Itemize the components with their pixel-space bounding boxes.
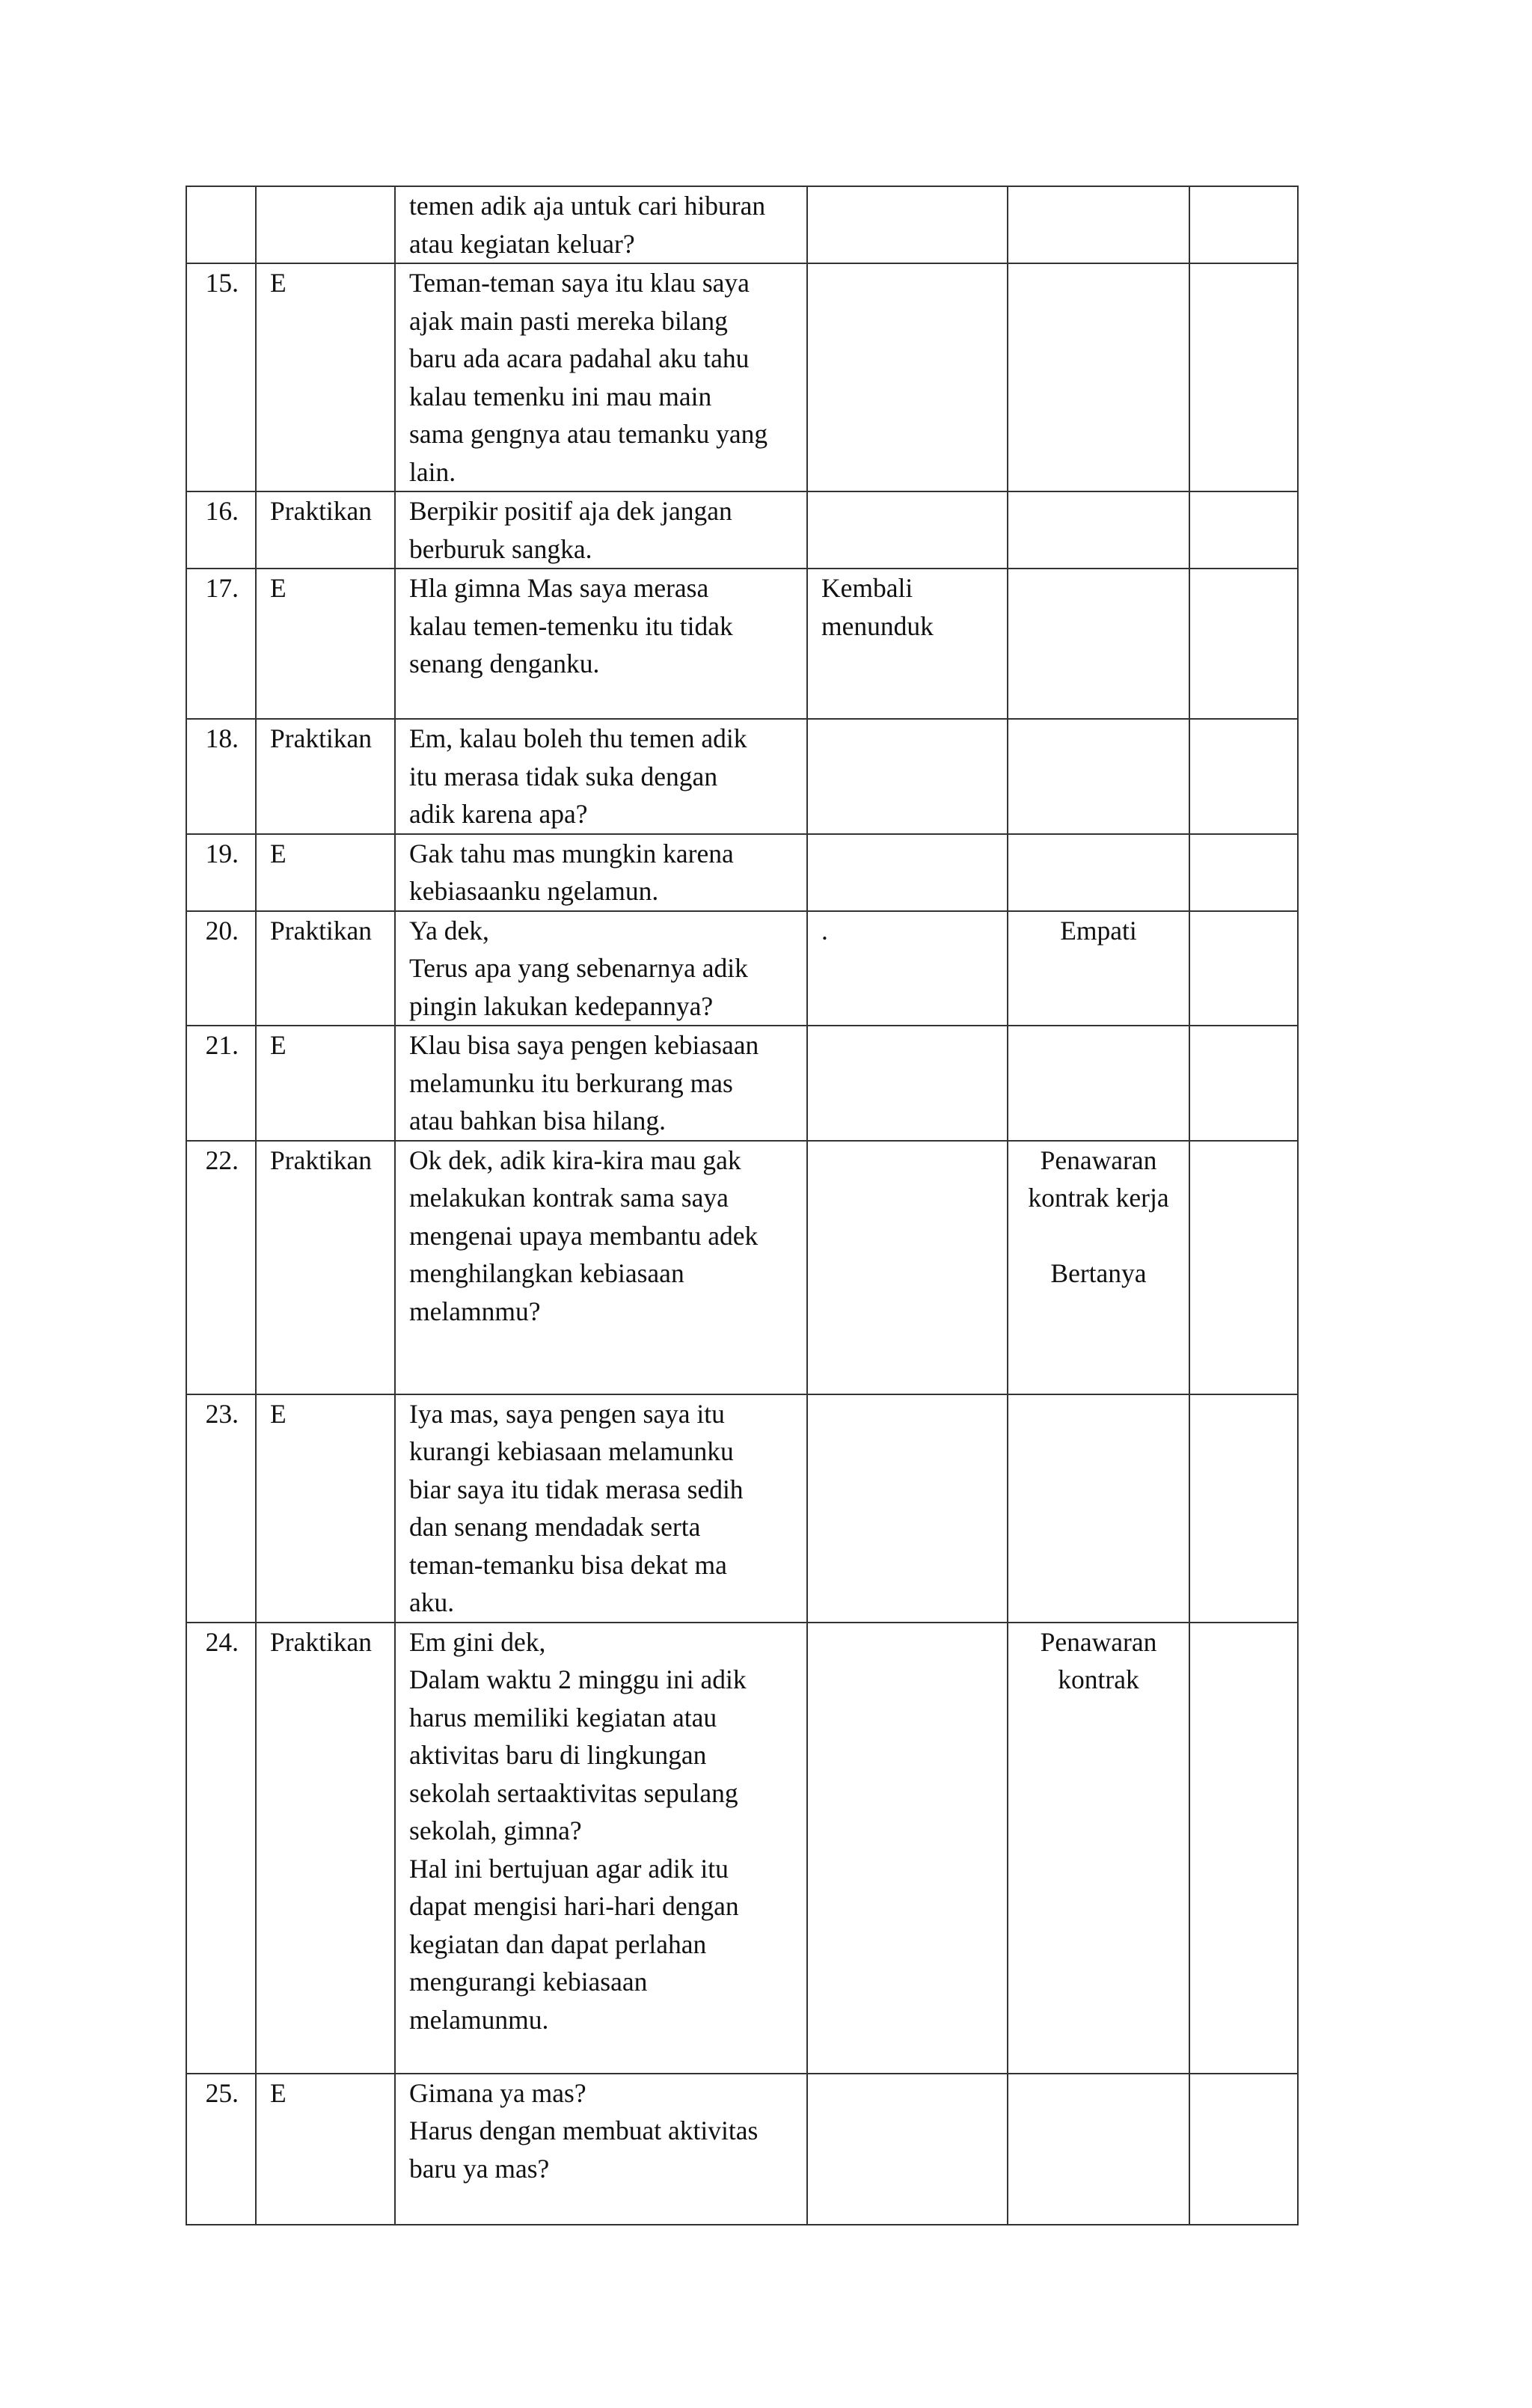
extra-cell [1189, 1394, 1298, 1623]
table-row [186, 911, 1298, 1026]
observation-cell [807, 911, 1008, 1026]
speaker-cell [256, 1141, 395, 1394]
cell-line: Klau bisa saya pengen kebiasaan [409, 1030, 759, 1060]
table-row [186, 1394, 1298, 1623]
extra-cell [1189, 911, 1298, 1026]
cell-line: menghilangkan kebiasaan [409, 1258, 684, 1288]
dialogue-cell [395, 263, 807, 491]
technique-cell [1008, 263, 1189, 491]
cell-line: sekolah sertaaktivitas sepulang [409, 1777, 738, 1808]
row-number-cell [186, 834, 256, 911]
dialogue-cell [395, 186, 807, 263]
cell-line: biar saya itu tidak merasa sedih [409, 1474, 744, 1504]
speaker-cell [256, 569, 395, 719]
cell-line: baru ada acara padahal aku tahu [409, 343, 750, 373]
cell-text: Praktikan [270, 723, 373, 753]
speaker-cell [256, 1623, 395, 2074]
dialogue-cell [395, 1026, 807, 1141]
extra-cell [1189, 834, 1298, 911]
cell-text: 19. [205, 838, 239, 868]
row-number-cell [186, 1141, 256, 1394]
cell-text: Praktikan [270, 496, 373, 526]
technique-cell [1008, 834, 1189, 911]
extra-cell [1189, 263, 1298, 491]
technique-cell [1008, 911, 1189, 1026]
cell-line: Ya dek, [409, 915, 489, 946]
cell-line: melamunmu. [409, 2004, 549, 2035]
table-row [186, 1623, 1298, 2074]
speaker-cell [256, 2074, 395, 2225]
cell-line: Harus dengan membuat aktivitas [409, 2116, 759, 2145]
extra-cell [1189, 186, 1298, 263]
technique-cell [1008, 1623, 1189, 2074]
speaker-cell [256, 263, 395, 491]
cell-line: temen adik aja untuk cari hiburan [409, 191, 766, 221]
row-number-cell [186, 2074, 256, 2225]
table-row [186, 2074, 1298, 2225]
cell-text: E [270, 268, 287, 298]
cell-line: kontrak kerja [1028, 1183, 1169, 1213]
cell-line: menunduk [821, 610, 934, 641]
observation-cell [807, 186, 1008, 263]
cell-line: Gimana ya mas? [409, 2077, 586, 2108]
cell-line: sama gengnya atau temanku yang [409, 419, 768, 449]
row-number-cell [186, 1394, 256, 1623]
cell-text: 16. [205, 496, 239, 526]
speaker-cell [256, 911, 395, 1026]
cell-text: E [270, 573, 287, 603]
row-number-cell [186, 1026, 256, 1141]
cell-line: melamunku itu berkurang mas [409, 1067, 733, 1098]
cell-line: senang denganku. [409, 649, 600, 678]
table-row [186, 186, 1298, 263]
cell-line: kegiatan dan dapat perlahan [409, 1928, 707, 1959]
cell-line: adik karena apa? [409, 799, 588, 829]
observation-cell [807, 1394, 1008, 1623]
row-number-cell [186, 911, 256, 1026]
cell-line: . [821, 915, 828, 946]
speaker-cell [256, 1026, 395, 1141]
observation-cell [807, 1623, 1008, 2074]
cell-line: ajak main pasti mereka bilang [409, 305, 728, 336]
dialogue-cell [395, 719, 807, 834]
cell-line: aktivitas baru di lingkungan [409, 1740, 707, 1770]
cell-line: melamnmu? [409, 1296, 541, 1326]
cell-line: Kembali [821, 573, 913, 603]
observation-cell [807, 491, 1008, 569]
speaker-cell [256, 719, 395, 834]
observation-cell [807, 263, 1008, 491]
table-row [186, 263, 1298, 491]
dialogue-cell [395, 911, 807, 1026]
speaker-cell [256, 834, 395, 911]
cell-line: harus memiliki kegiatan atau [409, 1702, 717, 1733]
cell-line: atau bahkan bisa hilang. [409, 1106, 667, 1136]
cell-line: itu merasa tidak suka dengan [409, 761, 718, 791]
extra-cell [1189, 719, 1298, 834]
row-number-cell [186, 569, 256, 719]
cell-text: Praktikan [270, 1145, 373, 1175]
cell-text: 18. [205, 723, 239, 753]
cell-text: 23. [205, 1398, 239, 1429]
extra-cell [1189, 491, 1298, 569]
cell-line: pingin lakukan kedepannya? [409, 990, 714, 1021]
cell-text: Praktikan [270, 915, 373, 946]
table-row [186, 834, 1298, 911]
observation-cell [807, 719, 1008, 834]
technique-cell [1008, 186, 1189, 263]
cell-line: Gak tahu mas mungkin karena [409, 838, 734, 868]
row-number-cell [186, 491, 256, 569]
speaker-cell [256, 1394, 395, 1623]
row-number-cell [186, 186, 256, 263]
cell-line: Ok dek, adik kira-kira mau gak [409, 1145, 741, 1175]
dialogue-cell [395, 834, 807, 911]
cell-line: teman-temanku bisa dekat ma [409, 1549, 727, 1580]
extra-cell [1189, 1623, 1298, 2074]
technique-cell [1008, 491, 1189, 569]
observation-cell [807, 1026, 1008, 1141]
speaker-cell [256, 491, 395, 569]
cell-text: 21. [205, 1030, 239, 1060]
cell-line: Berpikir positif aja dek jangan [409, 496, 732, 526]
cell-line: sekolah, gimna? [409, 1816, 582, 1845]
cell-line: Em, kalau boleh thu temen adik [409, 723, 747, 753]
cell-line: kalau temenku ini mau main [409, 381, 712, 411]
cell-text: 17. [205, 573, 239, 603]
observation-cell [807, 569, 1008, 719]
cell-text: E [270, 1030, 287, 1060]
dialogue-cell [395, 2074, 807, 2225]
table-row [186, 569, 1298, 719]
cell-line: Hal ini bertujuan agar adik itu [409, 1853, 729, 1884]
observation-cell [807, 834, 1008, 911]
cell-line: dan senang mendadak serta [409, 1512, 701, 1542]
extra-cell [1189, 2074, 1298, 2225]
table-row [186, 1026, 1298, 1141]
technique-cell [1008, 569, 1189, 719]
cell-line: kebiasaanku ngelamun. [409, 876, 659, 906]
cell-line: Iya mas, saya pengen saya itu [409, 1398, 725, 1429]
cell-text: 15. [205, 268, 239, 298]
cell-line: dapat mengisi hari-hari dengan [409, 1891, 739, 1921]
cell-line: kurangi kebiasaan melamunku [409, 1436, 734, 1466]
cell-line: lain. [409, 456, 456, 487]
cell-line: berburuk sangka. [409, 533, 592, 564]
extra-cell [1189, 1141, 1298, 1394]
technique-cell [1008, 1141, 1189, 1394]
cell-line: Bertanya [1050, 1258, 1147, 1288]
table-row [186, 1141, 1298, 1394]
extra-cell [1189, 569, 1298, 719]
table-body [186, 186, 1298, 2225]
table-row [186, 719, 1298, 834]
cell-line: Em gini dek, [409, 1626, 546, 1657]
cell-line: atau kegiatan keluar? [409, 228, 635, 259]
transcript-table [186, 186, 1299, 2225]
dialogue-cell [395, 491, 807, 569]
cell-line: Penawaran [1040, 1145, 1157, 1175]
technique-cell [1008, 719, 1189, 834]
cell-line: kalau temen-temenku itu tidak [409, 610, 733, 641]
observation-cell [807, 1141, 1008, 1394]
cell-text: Praktikan [270, 1626, 373, 1657]
blank-line [1013, 1217, 1184, 1255]
row-number-cell [186, 1623, 256, 2074]
extra-cell [1189, 1026, 1298, 1141]
cell-line: mengurangi kebiasaan [409, 1967, 648, 1997]
dialogue-cell [395, 1394, 807, 1623]
cell-text: 20. [205, 915, 239, 946]
technique-cell [1008, 1026, 1189, 1141]
row-number-cell [186, 719, 256, 834]
cell-line: Hla gimna Mas saya merasa [409, 573, 709, 603]
dialogue-cell [395, 1623, 807, 2074]
cell-text: E [270, 838, 287, 868]
cell-line: aku. [409, 1587, 455, 1617]
cell-text: 22. [205, 1145, 239, 1175]
technique-cell [1008, 1394, 1189, 1623]
cell-text: E [270, 1398, 287, 1429]
cell-line: kontrak [1058, 1664, 1139, 1694]
cell-text: 25. [205, 2077, 239, 2108]
technique-cell [1008, 2074, 1189, 2225]
table-row [186, 491, 1298, 569]
cell-text: E [270, 2077, 287, 2108]
row-number-cell [186, 263, 256, 491]
cell-line: mengenai upaya membantu adek [409, 1220, 759, 1251]
cell-line: Dalam waktu 2 minggu ini adik [409, 1664, 747, 1694]
cell-line: melakukan kontrak sama saya [409, 1183, 729, 1213]
dialogue-cell [395, 569, 807, 719]
cell-text: 24. [205, 1626, 239, 1657]
cell-line: Empati [1060, 915, 1137, 946]
cell-line: baru ya mas? [409, 2153, 550, 2184]
speaker-cell [256, 186, 395, 263]
dialogue-cell [395, 1141, 807, 1394]
cell-line: Terus apa yang sebenarnya adik [409, 953, 748, 983]
observation-cell [807, 2074, 1008, 2225]
cell-line: Penawaran [1040, 1626, 1157, 1657]
cell-line: Teman-teman saya itu klau saya [409, 268, 750, 298]
